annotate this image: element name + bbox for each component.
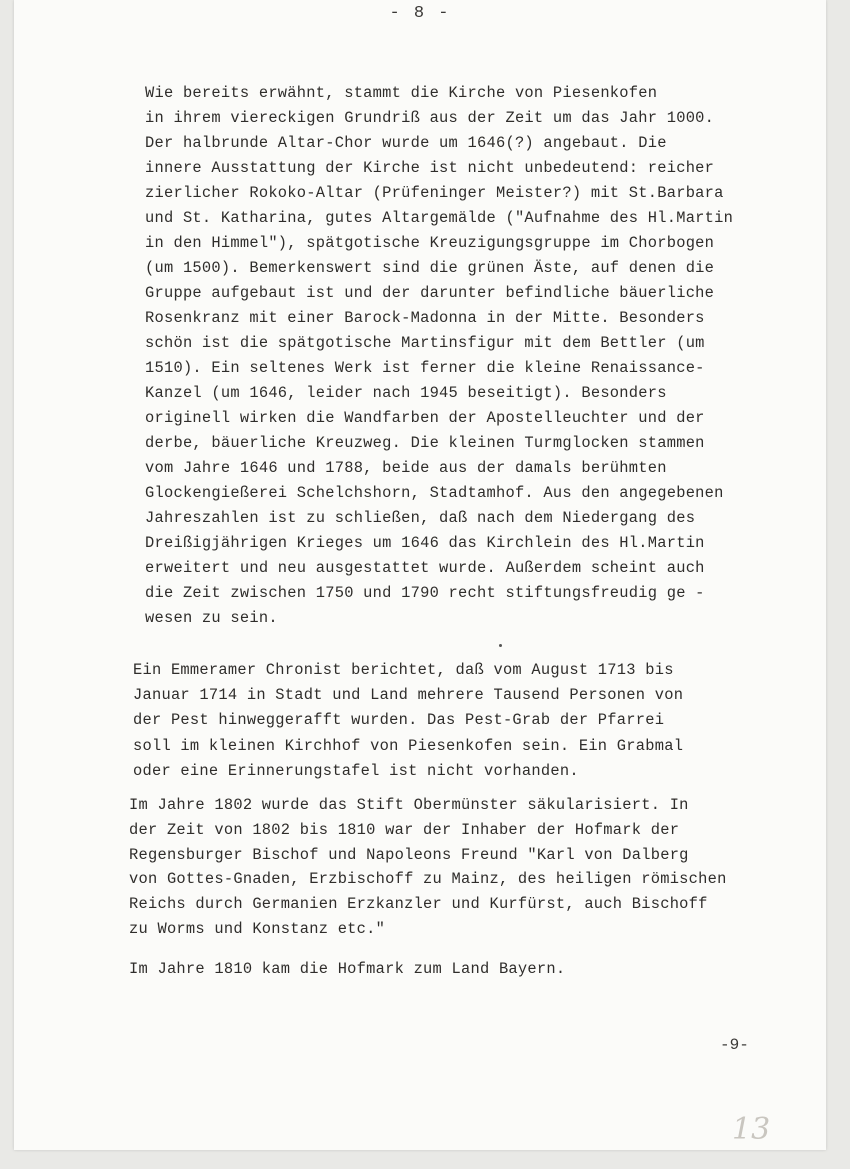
- text-line: originell wirken die Wandfarben der Apostelleuchter und der: [145, 409, 705, 427]
- text-line: Glockengießerei Schelchshorn, Stadtamhof. Aus den angegebenen: [145, 484, 724, 502]
- text-line: vom Jahre 1646 und 1788, beide aus der damals berühmten: [145, 459, 667, 477]
- text-line: wesen zu sein.: [145, 609, 278, 627]
- text-line: Jahreszahlen ist zu schließen, daß nach dem Niedergang des: [145, 509, 696, 527]
- text-line: der Pest hinweggerafft wurden. Das Pest-Grab der Pfarrei: [133, 711, 665, 730]
- text-line: Im Jahre 1810 kam die Hofmark zum Land Bayern.: [129, 960, 566, 978]
- text-line: erweitert und neu ausgestattet wurde. Außerdem scheint auch: [145, 559, 705, 577]
- text-line: zierlicher Rokoko-Altar (Prüfeninger Meister?) mit St.Barbara: [145, 184, 724, 202]
- text-line: von Gottes-Gnaden, Erzbischoff zu Mainz, des heiligen römischen: [129, 870, 727, 889]
- text-line: Rosenkranz mit einer Barock-Madonna in der Mitte. Besonders: [145, 309, 705, 327]
- ink-speck: [499, 644, 502, 647]
- text-line: Gruppe aufgebaut ist und der darunter befindliche bäuerliche: [145, 284, 715, 302]
- text-line: Regensburger Bischof und Napoleons Freund "Karl von Dalberg: [129, 845, 689, 864]
- text-line: innere Ausstattung der Kirche ist nicht unbedeutend: reicher: [145, 159, 715, 177]
- text-line: Ein Emmeramer Chronist berichtet, daß vom August 1713 bis: [133, 661, 674, 679]
- page-number-top: - 8 -: [389, 4, 451, 23]
- next-page-marker: -9-: [720, 1036, 749, 1054]
- text-line: derbe, bäuerliche Kreuzweg. Die kleinen Turmglocken stammen: [145, 434, 705, 452]
- text-line: (um 1500). Bemerkenswert sind die grünen Äste, auf denen die: [145, 259, 715, 277]
- text-line: Der halbrunde Altar-Chor wurde um 1646(?) angebaut. Die: [145, 134, 667, 152]
- text-line: der Zeit von 1802 bis 1810 war der Inhaber der Hofmark der: [129, 820, 680, 839]
- pencil-page-number: 13: [732, 1112, 771, 1147]
- text-line: Reichs durch Germanien Erzkanzler und Kurfürst, auch Bischoff: [129, 895, 708, 914]
- text-line: und St. Katharina, gutes Altargemälde ("Aufnahme des Hl.Martin: [145, 209, 734, 227]
- text-line: soll im kleinen Kirchhof von Piesenkofen sein. Ein Grabmal: [133, 736, 684, 755]
- text-line: zu Worms und Konstanz etc.": [129, 920, 386, 938]
- text-line: Kanzel (um 1646, leider nach 1945 beseitigt). Besonders: [145, 384, 667, 402]
- text-line: in den Himmel"), spätgotische Kreuzigungsgruppe im Chorbogen: [145, 234, 715, 252]
- text-line: Im Jahre 1802 wurde das Stift Obermünster säkularisiert. In: [129, 796, 689, 814]
- text-line: in ihrem viereckigen Grundriß aus der Zeit um das Jahr 1000.: [145, 109, 715, 127]
- text-line: Januar 1714 in Stadt und Land mehrere Tausend Personen von: [133, 686, 684, 705]
- text-line: die Zeit zwischen 1750 und 1790 recht stiftungsfreudig ge -: [145, 584, 705, 602]
- text-line: oder eine Erinnerungstafel ist nicht vorhanden.: [133, 761, 579, 780]
- text-line: Dreißigjährigen Krieges um 1646 das Kirchlein des Hl.Martin: [145, 534, 705, 552]
- text-line: Wie bereits erwähnt, stammt die Kirche von Piesenkofen: [145, 84, 658, 102]
- text-line: schön ist die spätgotische Martinsfigur mit dem Bettler (um: [145, 334, 705, 352]
- document-page: [14, 0, 826, 1150]
- text-line: 1510). Ein seltenes Werk ist ferner die kleine Renaissance-: [145, 359, 705, 377]
